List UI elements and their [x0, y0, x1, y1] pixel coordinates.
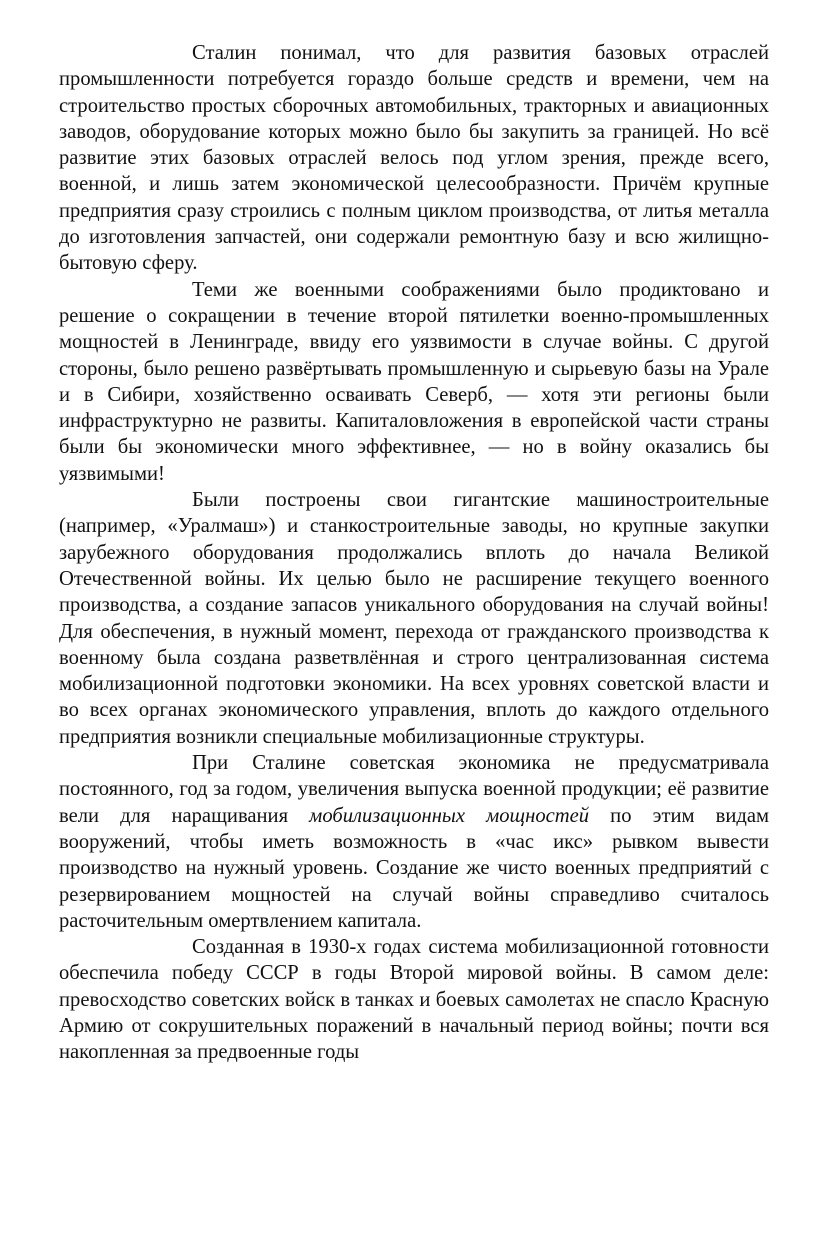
paragraph-4-text-after: по этим видам вооружений, чтобы иметь возможность в «час икс» рывком вывести производство на нужный уровень. Создание же чисто военных предприятий с резервированием мощностей на случай войны справедливо считалось расточительным омертвлением капитала. [59, 804, 769, 932]
paragraph-1: Сталин понимал, что для развития базовых отраслей промышленности потребуется гораздо больше средств и времени, чем на строительство простых сборочных автомобильных, тракторных и авиационных заводов, оборудование которых можно было бы закупить за границей. Но всё развитие этих базовых отраслей велось под углом зрения, прежде всего, военной, и лишь затем экономической целесообразности. Причём крупные предприятия сразу строились с полным циклом производства, от литья металла до изготовления запчастей, они содержали ремонтную базу и всю жилищно-бытовую сферу. [59, 42, 769, 275]
paragraph-4 [59, 750, 769, 934]
paragraph-2: Теми же военными соображениями было продиктовано и решение о сокращении в течение второй пятилетки военно-промышленных мощностей в Ленинграде, ввиду его уязвимости в случае войны. С другой стороны, было решено развёртывать промышленную и сырьевую базы на Урале и в Сибири, хозяйственно осваивать Северб, — хотя эти регионы были инфраструктурно не развиты. Капиталовложения в европейской части страны были бы экономически много эффективнее, — но в войну оказались бы уязвимыми! [59, 278, 769, 485]
paragraph-3: Были построены свои гигантские машиностроительные (например, «Уралмаш») и станкостроительные заводы, но крупные закупки зарубежного оборудования продолжались вплоть до начала Великой Отечественной войны. Их целью было не расширение текущего военного производства, а создание запасов уникального оборудования на случай войны! Для обеспечения, в нужный момент, перехода от гражданского производства к военному была создана разветвлённая и строго централизованная система мобилизационной подготовки экономики. На всех уровнях советской власти и во всех органах экономического управления, вплоть до каждого отдельного предприятия возникли специальные мобилизационные структуры. [59, 489, 769, 748]
paragraph-4-text-before: При Сталине советская экономика не предусматривала постоянного, год за годом, увеличения выпуска военной продукции; её развитие вели для наращивания [59, 752, 769, 827]
paragraph-5: Созданная в 1930-х годах система мобилизационной готовности обеспечила победу СССР в годы Второй мировой войны. В самом деле: превосходство советских войск в танках и боевых самолетах не спасло Красную Армию от сокрушительных поражений в начальный период войны; почти вся накопленная за предвоенные годы [59, 936, 769, 1064]
document-page [59, 40, 769, 1066]
paragraph-4-italic-phrase: мобилизационных мощностей [309, 804, 590, 827]
